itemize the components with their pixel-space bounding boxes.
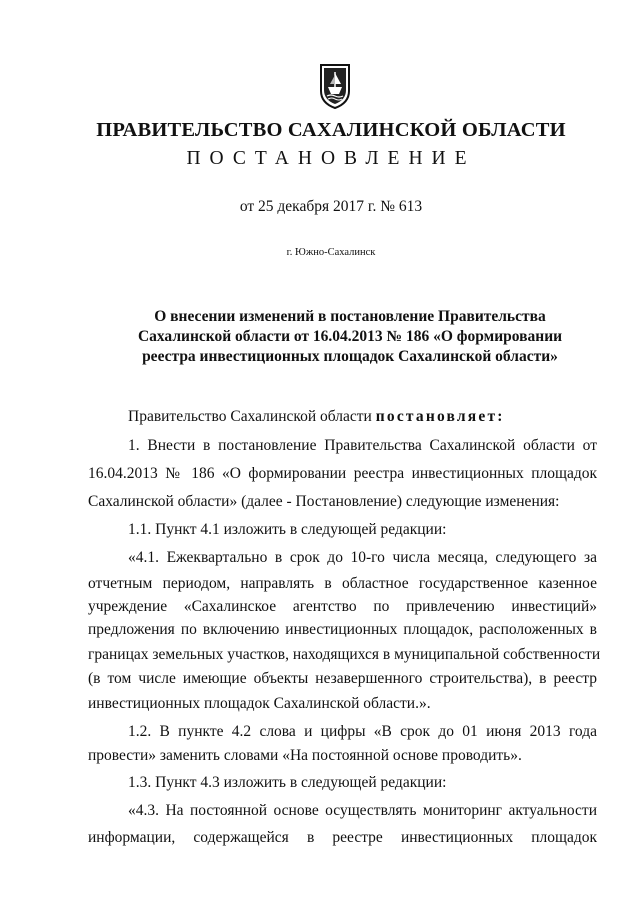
body-line: Сахалинской области» (далее - Постановление) следующие изменения: [88,493,560,510]
document-type-title: ПОСТАНОВЛЕНИЕ [186,148,476,169]
document-date-number: от 25 декабря 2017 г. № 613 [239,198,423,215]
body-line: учреждение «Сахалинское агентство по привлечению инвестиций» [88,598,597,615]
body-line: информации, содержащейся в реестре инвестиционных площадок [88,829,597,846]
heading-line: Сахалинской области от 16.04.2013 № 186 «О формировании [137,328,563,345]
document-subject-heading [120,307,580,367]
coat-of-arms-emblem-icon [318,63,352,109]
body-line: провести» заменить словами «На постоянной основе проводить». [88,747,522,764]
heading-line: О внесении изменений в постановление Правительства [154,308,546,325]
government-title: ПРАВИТЕЛЬСТВО САХАЛИНСКОЙ ОБЛАСТИ [96,119,566,141]
body-line: инвестиционных площадок Сахалинской области.». [88,695,431,712]
intro-emphasis: постановляет: [375,408,505,425]
body-line: 1.1. Пункт 4.1 изложить в следующей редакции: [128,521,447,538]
body-line: (в том числе имеющие объекты незавершенного строительства), в реестр [88,670,597,687]
body-line: отчетным периодом, направлять в областное государственное казенное [88,575,597,592]
intro-line [128,407,597,427]
heading-line: реестра инвестиционных площадок Сахалинской области» [142,348,558,365]
body-line: «4.1. Ежеквартально в срок до 10-го числа месяца, следующего за [128,549,597,566]
body-line: 1.2. В пункте 4.2 слова и цифры «В срок до 01 июня 2013 года [128,723,597,740]
body-line: 16.04.2013 № 186 «О формировании реестра инвестиционных площадок [88,465,597,482]
body-line: предложения по включению инвестиционных площадок, расположенных в [88,621,597,638]
body-line: 1. Внести в постановление Правительства Сахалинской области от [128,437,597,454]
intro-prefix: Правительство Сахалинской области [128,408,376,425]
document-city: г. Южно-Сахалинск [286,247,376,258]
body-line: границах земельных участков, находящихся в муниципальной собственности [88,646,601,663]
body-line: 1.3. Пункт 4.3 изложить в следующей редакции: [128,774,447,791]
body-line: «4.3. На постоянной основе осуществлять мониторинг актуальности [128,802,597,819]
